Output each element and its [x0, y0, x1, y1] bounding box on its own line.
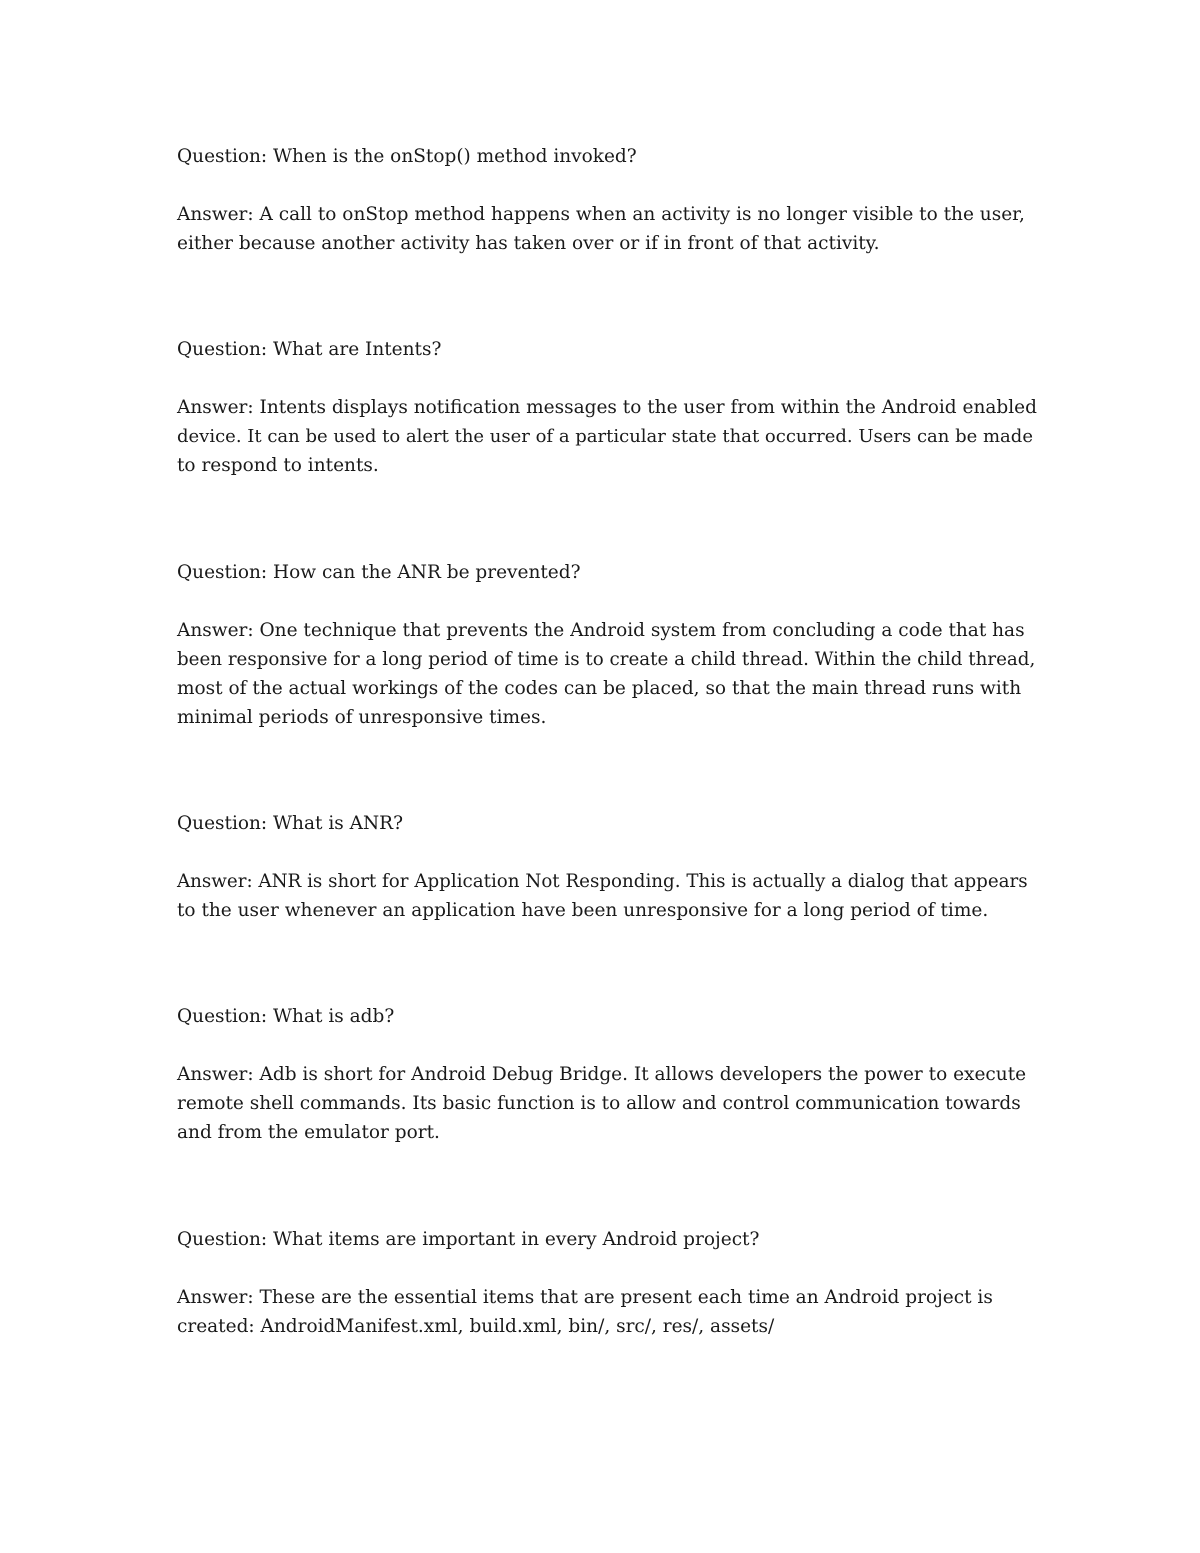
- answer-text: [177, 867, 1037, 925]
- answer-line: to respond to intents.: [177, 455, 379, 476]
- qa-block: [177, 1225, 1037, 1341]
- question-text: Question: When is the onStop() method invoked?: [177, 146, 637, 167]
- answer-line: Answer: One technique that prevents the Android system from concluding a code that has: [177, 620, 1025, 641]
- question-text: Question: What is ANR?: [177, 813, 404, 834]
- answer-line: Answer: These are the essential items that are present each time an Android project is: [177, 1287, 993, 1308]
- answer-line: to the user whenever an application have been unresponsive for a long period of time.: [177, 900, 989, 921]
- answer-line: Answer: Intents displays notification messages to the user from within the Android enabled: [177, 397, 1037, 418]
- answer-text: [177, 393, 1037, 480]
- answer-line: Answer: Adb is short for Android Debug Bridge. It allows developers the power to execute: [177, 1064, 1027, 1085]
- answer-text: [177, 200, 1037, 258]
- answer-line: device. It can be used to alert the user of a particular state that occurred. Users can be made: [177, 426, 1033, 447]
- answer-text: [177, 616, 1037, 732]
- answer-line: minimal periods of unresponsive times.: [177, 707, 547, 728]
- answer-line: been responsive for a long period of time is to create a child thread. Within the child thread,: [177, 649, 1036, 670]
- answer-line: either because another activity has taken over or if in front of that activity.: [177, 233, 880, 254]
- qa-block: [177, 335, 1037, 480]
- qa-block: [177, 142, 1037, 258]
- qa-block: [177, 809, 1037, 925]
- answer-text: [177, 1060, 1037, 1147]
- answer-line: and from the emulator port.: [177, 1122, 440, 1143]
- qa-block: [177, 558, 1037, 732]
- answer-line: most of the actual workings of the codes can be placed, so that the main thread runs with: [177, 678, 1022, 699]
- question-text: Question: What are Intents?: [177, 339, 442, 360]
- answer-line: Answer: ANR is short for Application Not Responding. This is actually a dialog that appears: [177, 871, 1028, 892]
- qa-block: [177, 1002, 1037, 1147]
- question-text: Question: What items are important in every Android project?: [177, 1229, 760, 1250]
- answer-line: remote shell commands. Its basic function is to allow and control communication towards: [177, 1093, 1021, 1114]
- question-text: Question: What is adb?: [177, 1006, 395, 1027]
- answer-line: created: AndroidManifest.xml, build.xml, bin/, src/, res/, assets/: [177, 1316, 775, 1337]
- answer-text: [177, 1283, 1037, 1341]
- question-text: Question: How can the ANR be prevented?: [177, 562, 581, 583]
- answer-line: Answer: A call to onStop method happens when an activity is no longer visible to the user,: [177, 204, 1025, 225]
